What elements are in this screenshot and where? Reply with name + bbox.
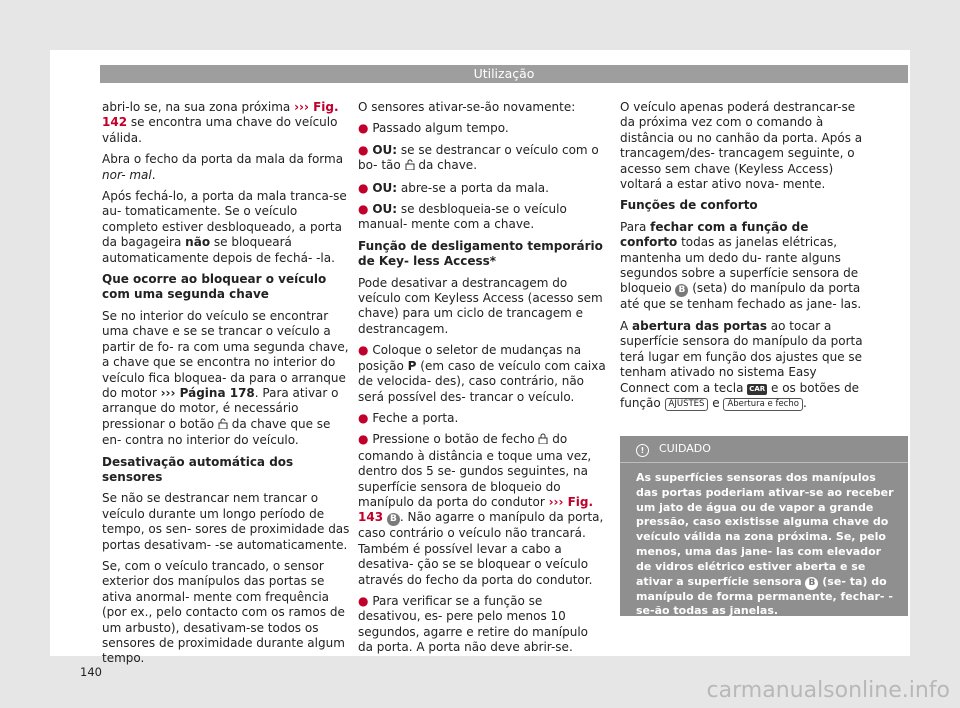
list-item <box>358 121 606 136</box>
text: (seta) do manípulo da porta até que se tenham fechado as jane- las. <box>620 281 862 312</box>
list-item <box>358 432 606 588</box>
text-bold: não <box>185 235 211 250</box>
watermark: carmanualsonline.info <box>706 678 950 703</box>
list-item <box>358 411 606 426</box>
section-header: Utilização <box>100 65 908 83</box>
text: ao tocar a superfície sensora do manípulo da porta terá lugar em função dos ajustes que se tenham ativado no sistema Easy Connect com a tecla <box>620 318 863 395</box>
text: do comando à distância e toque uma vez, dentro dos 5 se- gundos seguintes, na superfície sensora de bloqueio do manípulo da porta do condutor <box>358 432 592 509</box>
text: Abra o fecho da porta da mala da forma <box>102 152 344 167</box>
paragraph: O veículo apenas poderá destrancar-se da próxima vez com o comando à distância ou no canhão da porta. Após a trancagem/des- trancagem seguinte, o acesso sem chave (Keyless Access) voltará a estar ativo nova- mente. <box>620 100 863 192</box>
unlock-icon <box>218 418 228 433</box>
bullet-icon: ● <box>358 202 369 217</box>
car-key-icon: CAR <box>749 384 766 393</box>
text: Passado algum tempo. <box>372 121 509 136</box>
manual-page <box>50 50 910 679</box>
text: . <box>802 395 807 410</box>
figure-reference-link[interactable]: ››› Fig. 143 <box>358 494 594 525</box>
bullet-icon: ● <box>358 432 369 447</box>
list-item <box>358 594 606 656</box>
column-2 <box>358 100 606 662</box>
list-item <box>358 181 606 196</box>
paragraph <box>102 189 350 266</box>
text-bold: OU: <box>372 202 398 217</box>
text: (se- ta) do manípulo de forma permanente, fechar- -se-ão todas as janelas. <box>636 574 893 618</box>
bullet-icon: ● <box>358 142 369 157</box>
caution-title: CUIDADO <box>659 442 711 455</box>
text: . <box>151 167 156 182</box>
list-item <box>358 343 606 405</box>
text: e os botões de função <box>620 380 860 410</box>
text-bold: P <box>407 358 417 373</box>
paragraph: Se, com o veículo trancado, o sensor exterior dos manípulos das portas se ativa anormal- mente com frequência (por ex., pelo contacto com os ramos de um arbusto), desativam-se todos os sensores de proximidade durante algum tempo. <box>102 558 345 666</box>
paragraph <box>102 100 350 146</box>
text: As superfícies sensoras dos manípulos das portas poderiam ativar-se ao receber um jato de água ou de vapor a grande pressão, caso existisse alguma chave do veículo válida na zona próxima. Se, pelo menos, uma das jane- las com elevador de vidros elétrico estiver aberta e se ativar a superfície sensora <box>636 471 894 588</box>
text: e <box>708 395 724 410</box>
subheading: Funções de conforto <box>620 198 758 213</box>
unlock-icon <box>405 159 415 174</box>
text: todas as janelas elétricas, mantenha um dedo du- rante alguns segundos sobre a superfície sensora de bloqueio <box>620 235 859 296</box>
text: se se destrancar o veículo com o bo- tão <box>358 142 599 173</box>
subheading: Desativação automática dos sensores <box>102 454 294 484</box>
caution-text <box>620 463 908 619</box>
paragraph: O sensores ativar-se-ão novamente: <box>358 100 576 114</box>
bullet-icon: ● <box>358 180 369 195</box>
text: abre-se a porta da mala. <box>397 180 549 195</box>
bullet-icon: ● <box>358 121 369 136</box>
warning-icon: ! <box>636 444 649 457</box>
caution-box <box>620 436 908 616</box>
text: Feche a porta. <box>372 410 459 425</box>
text: Para <box>620 219 651 234</box>
label-b-badge: B <box>387 513 400 526</box>
column-1 <box>102 100 350 673</box>
text: da chave que se en- contra no interior do veículo. <box>102 416 331 448</box>
paragraph <box>102 152 350 183</box>
text-bold: OU: <box>372 142 398 157</box>
text-italic: nor- mal <box>102 167 152 182</box>
text: abri-lo se, na sua zona próxima <box>102 100 295 114</box>
text: (em caso de veículo com caixa de velocida- des), caso contrário, não será possível des- trancar o veículo. <box>358 358 606 404</box>
paragraph <box>620 319 868 411</box>
paragraph: Pode desativar a destrancagem do veículo com Keyless Access (acesso sem chave) para um ciclo de trancagem e destrancagem. <box>358 275 603 336</box>
text: se bloqueará automaticamente depois de fechá- -la. <box>102 235 335 265</box>
page-number: 140 <box>80 665 102 679</box>
subheading: Que ocorre ao bloquear o veículo com uma segunda chave <box>102 272 327 302</box>
paragraph <box>620 220 868 313</box>
list-item <box>358 143 606 175</box>
paragraph: Se não se destrancar nem trancar o veículo durante um longo período de tempo, os sen- sores de proximidade das portas desativam- -se automaticamente. <box>102 491 350 552</box>
figure-reference-link[interactable]: ››› Fig. 142 <box>102 100 339 130</box>
text: Se no interior do veículo se encontrar uma chave e se se trancar o veículo a partir de fo- ra com uma segunda chave, a chave que se encontra no interior do veículo fica bloquea- da para o arranque do motor <box>102 308 349 400</box>
label-b-badge: B <box>805 577 818 590</box>
open-close-function-button: Abertura e fecho <box>723 398 802 411</box>
page-reference-link[interactable]: ››› Página 178 <box>160 385 255 400</box>
text: Coloque o seletor de mudanças na posição <box>358 343 582 373</box>
bullet-icon: ● <box>358 593 369 608</box>
text-bold: OU: <box>372 180 398 195</box>
bullet-icon: ● <box>358 410 369 425</box>
text: . Não agarre o manípulo da porta, caso contrário o veículo não trancará. Também é possível levar a cabo a desativa- ção se se bloquear o veículo através do fecho da porta do condutor. <box>358 510 604 587</box>
list-item <box>358 202 606 233</box>
text: A <box>620 318 633 333</box>
text: da chave. <box>414 158 478 173</box>
settings-function-button: AJUSTES <box>665 398 709 411</box>
text-bold: fechar com a função de conforto <box>620 219 809 250</box>
subheading: Função de desligamento temporário de Key- less Access* <box>358 238 603 269</box>
text: se desbloqueia-se o veículo manual- mente com a chave. <box>358 202 567 232</box>
label-b-badge: B <box>675 284 688 297</box>
lock-icon <box>538 433 548 448</box>
text: se encontra uma chave do veículo válida. <box>102 115 338 145</box>
caution-header <box>620 436 908 463</box>
text: Após fechá-lo, a porta da mala tranca-se au- tomaticamente. Se o veículo completo estiver desbloqueado, a porta da bagageira <box>102 189 347 250</box>
paragraph <box>102 309 350 449</box>
text: . Para ativar o arranque do motor, é necessário pressionar o botão <box>102 385 339 431</box>
bullet-icon: ● <box>358 343 369 358</box>
text: Pressione o botão de fecho <box>372 432 539 447</box>
text-bold: abertura das portas <box>632 318 767 333</box>
column-3 <box>620 100 868 417</box>
text: Para verificar se a função se desativou, es- pere pelo menos 10 segundos, agarre e retire do manípulo da porta. A porta não deve abrir-se. <box>358 593 589 655</box>
